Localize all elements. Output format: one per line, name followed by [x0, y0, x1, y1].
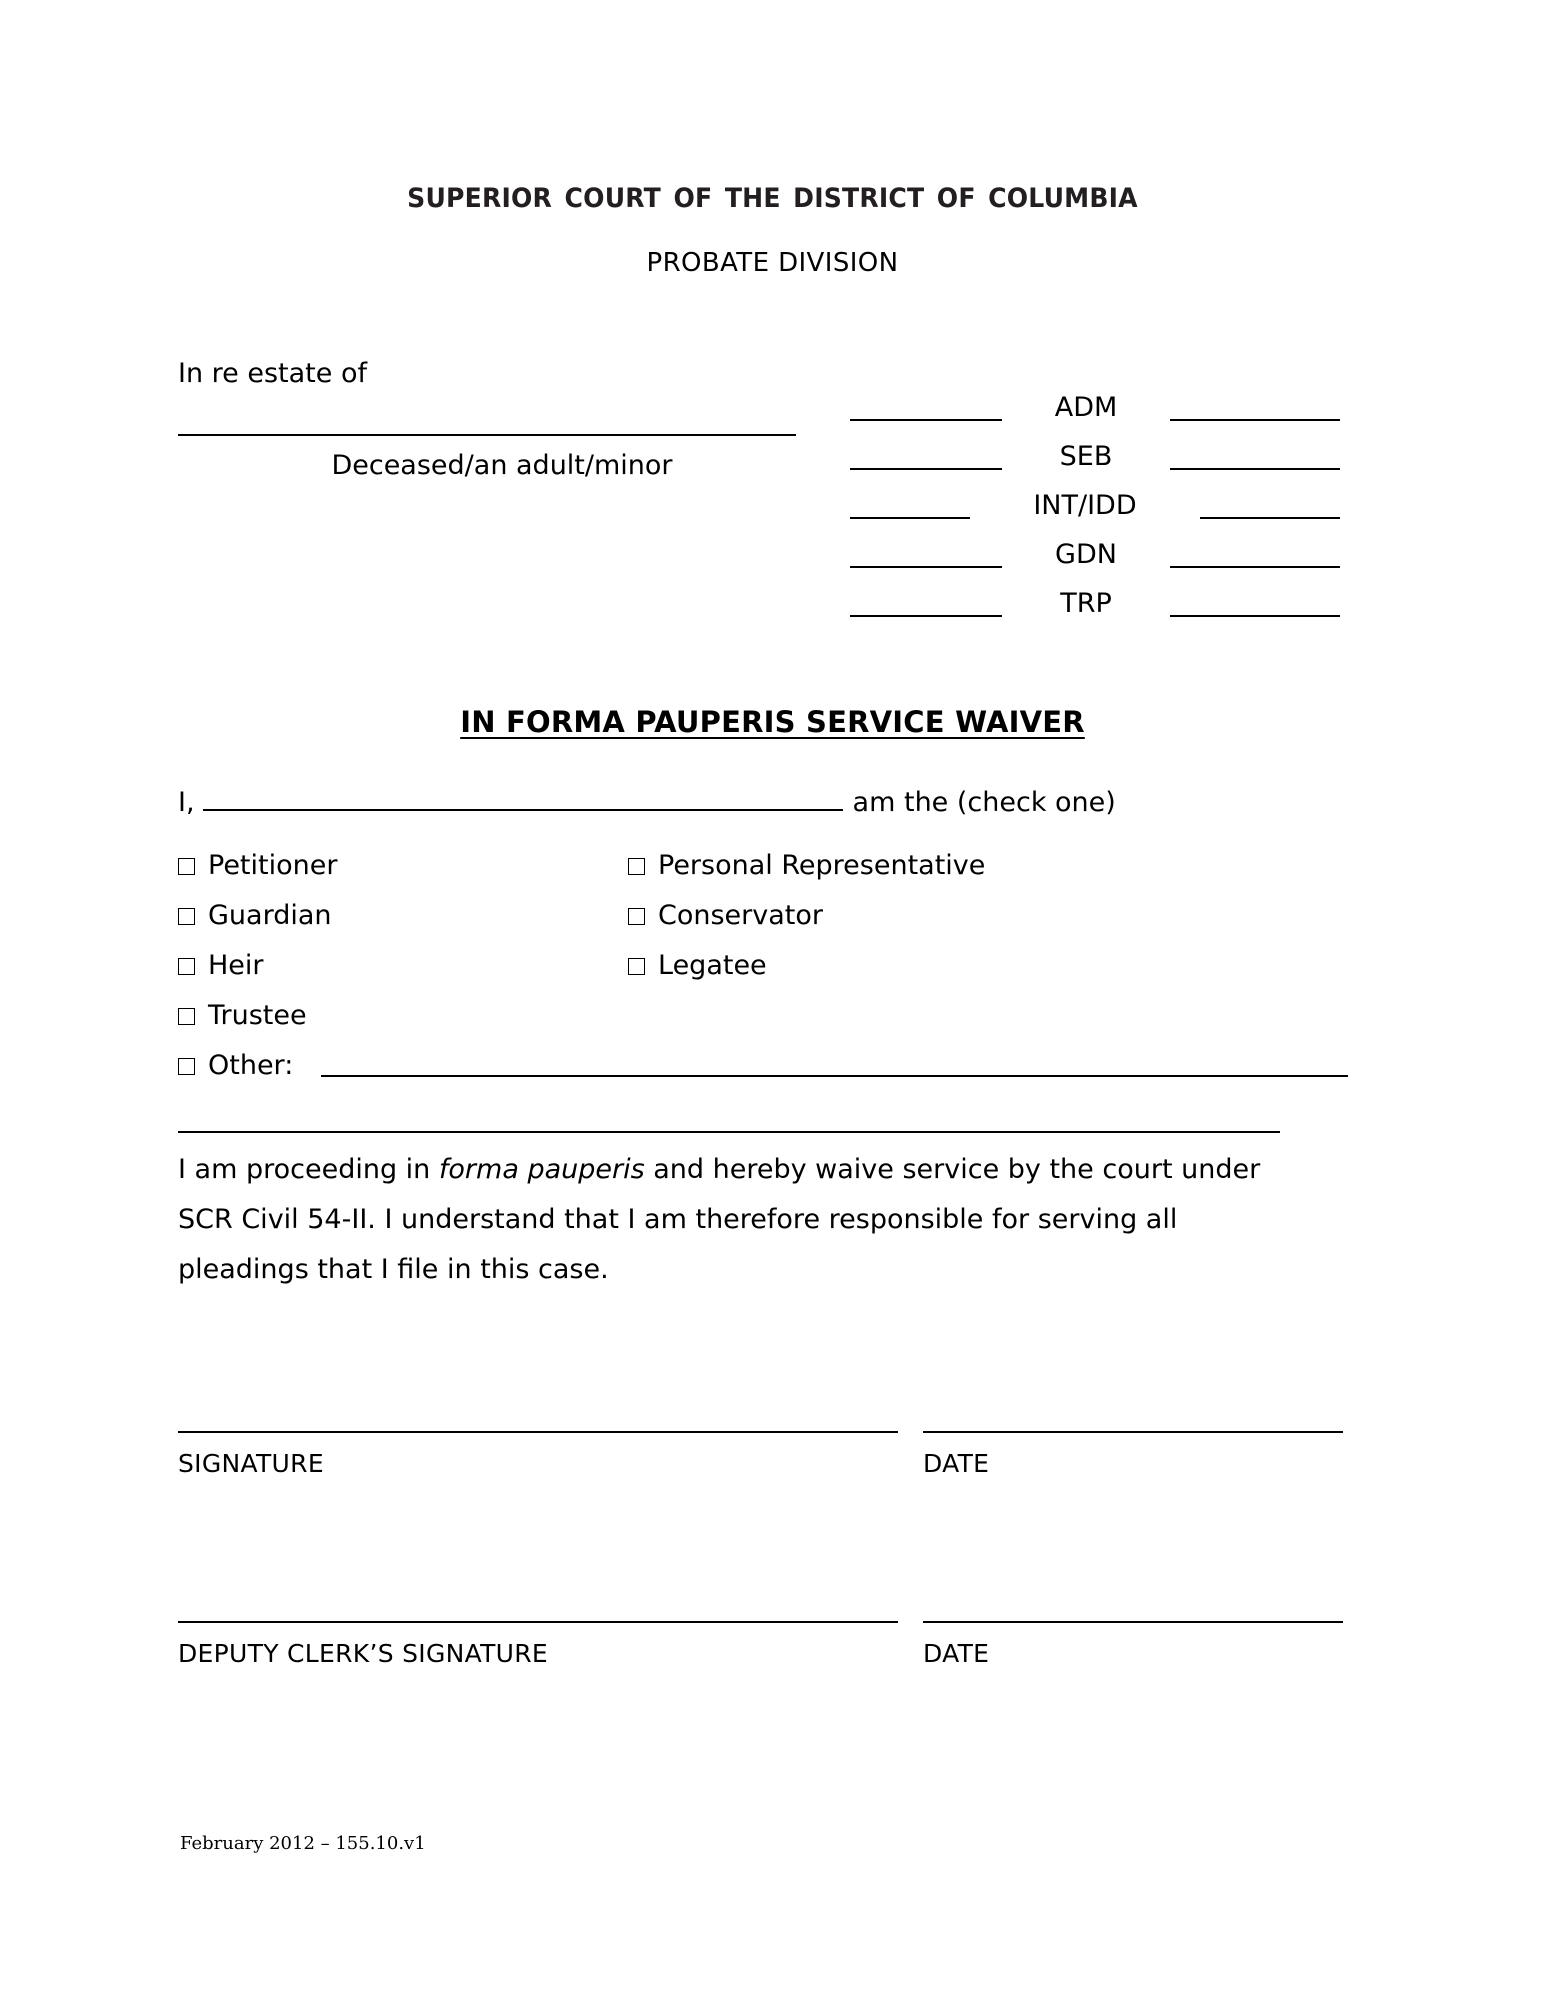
case-number-left-input[interactable] [850, 442, 1002, 470]
clerk-signature-label-row [178, 1639, 1358, 1668]
deceased-caption-label: Deceased/an adult/minor [331, 450, 673, 481]
case-number-left-input[interactable] [850, 589, 1002, 617]
checkbox-icon[interactable] [628, 908, 645, 925]
checkbox-label: Legatee [658, 949, 767, 981]
clerk-signature-line-row [178, 1620, 1358, 1623]
checkbox-row [178, 990, 1358, 1040]
checkbox-icon[interactable] [178, 1008, 195, 1025]
checkbox-item-heir[interactable] [178, 950, 628, 981]
waiver-text-italic: forma pauperis [438, 1154, 645, 1185]
division-subtitle: PROBATE DIVISION [646, 248, 899, 278]
clerk-signature-label: DEPUTY CLERK’S SIGNATURE [178, 1639, 549, 1668]
signature-line-row [178, 1430, 1358, 1433]
checkbox-icon[interactable] [628, 958, 645, 975]
checkbox-icon[interactable] [178, 1058, 195, 1075]
case-number-right-input[interactable] [1170, 442, 1340, 470]
case-number-right-input[interactable] [1170, 540, 1340, 568]
checkbox-row [178, 940, 1358, 990]
case-code-row [850, 568, 1340, 617]
declarant-name-input[interactable] [203, 787, 843, 811]
checkbox-item-petitioner[interactable] [178, 850, 628, 881]
signature-block [178, 1430, 1358, 1478]
waiver-text-part1: I am proceeding in [178, 1154, 439, 1185]
check-one-instruction: am the (check one) [852, 787, 1116, 818]
court-title: superior court of the district of columbia [407, 172, 1138, 216]
checkbox-item-conservator[interactable] [628, 900, 823, 931]
case-number-right-input[interactable] [1200, 491, 1340, 519]
other-role-input[interactable] [321, 1053, 1348, 1077]
caption-block [178, 360, 818, 481]
clerk-signature-block [178, 1620, 1358, 1668]
checkbox-icon[interactable] [178, 908, 195, 925]
in-re-estate-label: In re estate of [178, 358, 367, 389]
checkbox-label: Other: [208, 1049, 294, 1081]
checkbox-item-legatee[interactable] [628, 950, 767, 981]
checkbox-label: Guardian [208, 899, 332, 931]
case-number-right-input[interactable] [1170, 589, 1340, 617]
role-checkbox-group [178, 840, 1358, 1090]
signature-date-input[interactable] [923, 1430, 1343, 1433]
case-code-label: ADM [1054, 392, 1118, 423]
checkbox-row [178, 890, 1358, 940]
clerk-date-input[interactable] [923, 1620, 1343, 1623]
form-title: IN FORMA PAUPERIS SERVICE WAIVER [460, 705, 1085, 739]
checkbox-item-personal-representative[interactable] [628, 850, 985, 881]
case-number-left-input[interactable] [850, 540, 1002, 568]
case-code-row [850, 372, 1340, 421]
form-revision-footer: February 2012 – 155.10.v1 [180, 1833, 426, 1854]
checkbox-row [178, 840, 1358, 890]
case-number-left-input[interactable] [850, 491, 970, 519]
waiver-text-part2: and hereby waive service by the court under SCR Civil 54-II. I understand that I am therefore responsible for serving all pleadings that I file in this case. [178, 1154, 1261, 1285]
case-code-row [850, 470, 1340, 519]
estate-name-input[interactable] [178, 433, 796, 436]
checkbox-label: Petitioner [208, 849, 338, 881]
case-code-label: GDN [1055, 539, 1117, 570]
case-code-row [850, 519, 1340, 568]
checkbox-label: Conservator [658, 899, 823, 931]
clerk-date-label: DATE [923, 1639, 990, 1668]
checkbox-icon[interactable] [178, 858, 195, 875]
case-code-row [850, 421, 1340, 470]
checkbox-icon[interactable] [628, 858, 645, 875]
case-type-code-block [850, 372, 1340, 617]
signature-label: SIGNATURE [178, 1449, 324, 1478]
checkbox-item-other[interactable] [178, 1040, 1358, 1090]
checkbox-label: Personal Representative [658, 849, 986, 881]
case-number-right-input[interactable] [1170, 393, 1340, 421]
case-number-left-input[interactable] [850, 393, 1002, 421]
declarant-line [178, 787, 1358, 818]
checkbox-item-guardian[interactable] [178, 900, 628, 931]
checkbox-label: Heir [208, 949, 264, 981]
checkbox-icon[interactable] [178, 958, 195, 975]
case-code-label: INT/IDD [1033, 490, 1137, 521]
checkbox-label: Trustee [208, 999, 307, 1031]
case-code-label: TRP [1060, 588, 1112, 619]
signature-input[interactable] [178, 1430, 898, 1433]
waiver-statement [178, 1145, 1293, 1295]
checkbox-item-trustee[interactable] [178, 1000, 628, 1031]
signature-label-row [178, 1449, 1358, 1478]
signature-date-label: DATE [923, 1449, 990, 1478]
clerk-signature-input[interactable] [178, 1620, 898, 1623]
declaration-prefix-label: I, [178, 787, 195, 818]
case-code-label: SEB [1059, 441, 1113, 472]
other-role-continuation-input[interactable] [178, 1130, 1280, 1133]
